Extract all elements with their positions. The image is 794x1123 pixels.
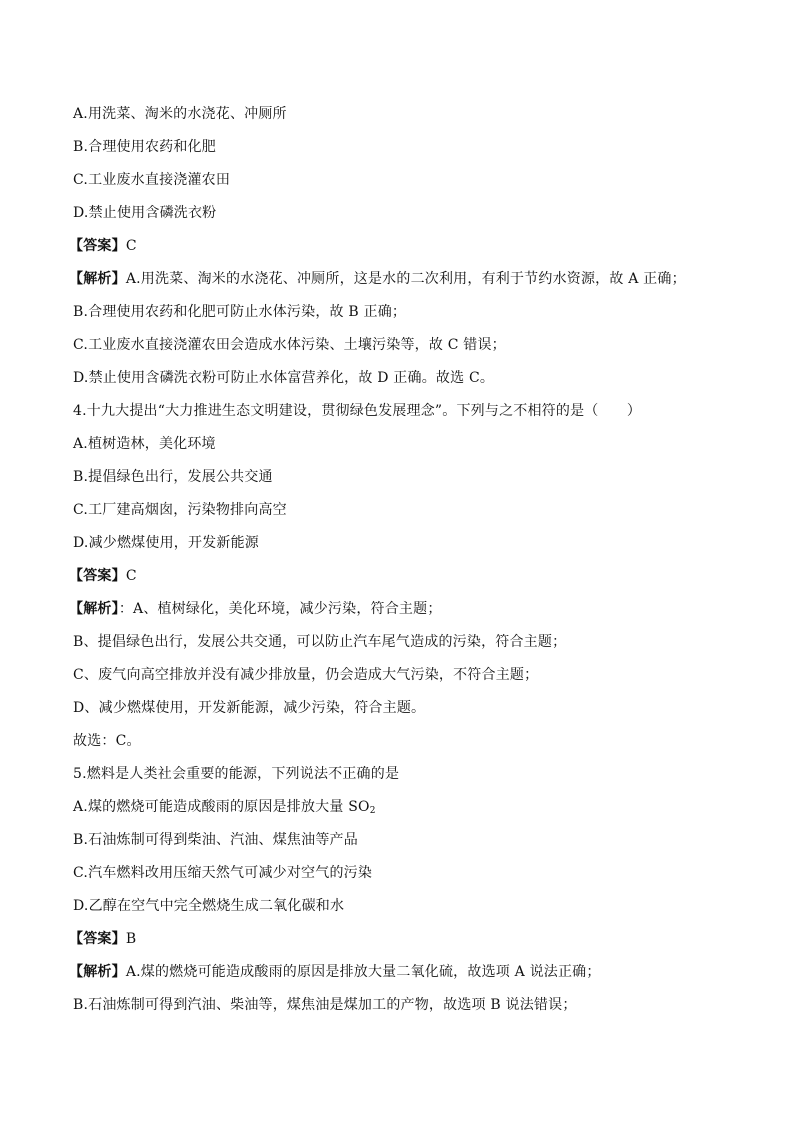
- option-a-text: A.煤的燃烧可能造成酸雨的原因是排放大量 SO: [73, 799, 370, 815]
- q4-analysis-line-4: D、减少燃煤使用，开发新能源，减少污染，符合主题。: [73, 700, 426, 716]
- q5-answer: [69, 929, 136, 949]
- q4-option-a: A.植树造林，美化环境: [73, 436, 216, 452]
- q5-option-d: D.乙醇在空气中完全燃烧生成二氧化碳和水: [73, 898, 345, 914]
- q4-conclusion: 故选：C。: [73, 733, 141, 749]
- q5-option-b: B.石油炼制可得到柴油、汽油、煤焦油等产品: [73, 832, 358, 848]
- analysis-tag: 【解析】: [69, 271, 126, 287]
- answer-tag: 【答案】: [69, 931, 126, 947]
- answer-tag: 【答案】: [69, 568, 126, 584]
- q4-option-c: C.工厂建高烟囱，污染物排向高空: [73, 502, 287, 518]
- q5-analysis-line-2: B.石油炼制可得到汽油、柴油等，煤焦油是煤加工的产物，故选项 B 说法错误；: [73, 997, 577, 1013]
- analysis-text: A.煤的燃烧可能造成酸雨的原因是排放大量二氧化硫，故选项 A 说法正确；: [125, 964, 601, 980]
- q3-analysis-line-4: D.禁止使用含磷洗衣粉可防止水体富营养化，故 D 正确。故选 C。: [73, 370, 495, 386]
- q3-option-a: A.用洗菜、淘米的水浇花、冲厕所: [73, 106, 287, 122]
- q5-option-c: C.汽车燃料改用压缩天然气可减少对空气的污染: [73, 865, 373, 881]
- q3-analysis-line-1: [69, 269, 686, 289]
- answer-value: C: [125, 568, 137, 584]
- q4-option-d: D.减少燃煤使用，开发新能源: [73, 535, 259, 551]
- q5-option-a: [73, 797, 376, 817]
- q4-stem: 4.十九大提出“大力推进生态文明建设，贯彻绿色发展理念”。下列与之不相符的是（ ）: [73, 403, 642, 419]
- analysis-tag: 【解析】: [69, 601, 119, 617]
- analysis-text: ：A、植树绿化，美化环境，减少污染，符合主题；: [118, 601, 442, 617]
- q4-analysis-line-2: B、提倡绿色出行，发展公共交通，可以防止汽车尾气造成的污染，符合主题；: [73, 634, 567, 650]
- analysis-tag: 【解析】: [69, 964, 126, 980]
- q3-option-d: D.禁止使用含磷洗衣粉: [73, 205, 217, 221]
- q5-analysis-line-1: [69, 962, 601, 982]
- answer-tag: 【答案】: [69, 238, 126, 254]
- q3-answer: [69, 236, 137, 256]
- answer-value: C: [125, 238, 137, 254]
- q3-option-c: C.工业废水直接浇灌农田: [73, 172, 231, 188]
- q3-analysis-line-3: C.工业废水直接浇灌农田会造成水体污染、土壤污染等，故 C 错误；: [73, 337, 506, 353]
- q3-option-b: B.合理使用农药和化肥: [73, 139, 216, 155]
- q4-analysis-line-1: [69, 599, 442, 619]
- subscript-2: 2: [369, 806, 376, 816]
- q3-analysis-line-2: B.合理使用农药和化肥可防止水体污染，故 B 正确；: [73, 304, 407, 320]
- answer-value: B: [125, 931, 137, 947]
- analysis-text: A.用洗菜、淘米的水浇花、冲厕所，这是水的二次利用，有利于节约水资源，故 A 正确；: [125, 271, 686, 287]
- q4-option-b: B.提倡绿色出行，发展公共交通: [73, 469, 273, 485]
- q4-analysis-line-3: C、废气向高空排放并没有减少排放量，仍会造成大气污染，不符合主题；: [73, 667, 539, 683]
- q4-answer: [69, 566, 137, 586]
- q5-stem: 5.燃料是人类社会重要的能源，下列说法不正确的是: [73, 766, 400, 782]
